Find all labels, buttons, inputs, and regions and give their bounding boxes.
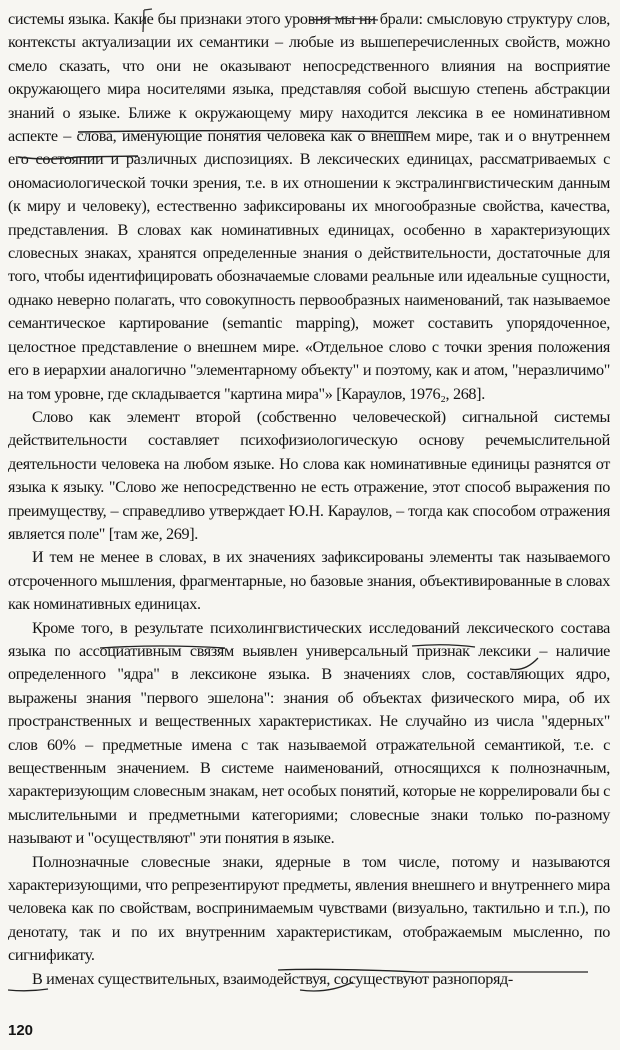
paragraph-5: Полнозначные словесные знаки, ядерные в том числе, потому и называются характеризующими, что репрезентируют предметы, явления внешнего и внутреннего мира человека как по свойствам, воспринимаемым чувствами (визуально, тактильно и т.п.), по денотату, так и по их внутренним характеристикам, отображаемым мысленно, по сигнификату. bbox=[8, 852, 610, 965]
paragraph-6: В именах существительных, взаимодействуя, сосуществуют разнопоряд- bbox=[32, 969, 513, 988]
paragraph-1: системы языка. Какие бы признаки этого уровня мы ни брали: смысловую структуру слов, контексты актуализации их семантики – любые из вышеперечисленных свойств, можно смело сказать, что они не оказывают непосредственного влияния на восприятие окружающего мира носителями языка, представляя собой высшую степень абстракции знаний о языке. Ближе к окружающему миру находится лексика в ее номинативном аспекте – слова, именующие понятия человека как о внешнем мире, так и о внутреннем его состоянии и различных диспозициях. В лексических единицах, рассматриваемых с ономасиологической точки зрения, т.е. в их отношении к экстралингвистическим данным (к миру и человеку), естественно зафиксированы их многообразные свойства, качества, представления. В словах как номинативных единицах, особенно в характеризующих словесных знаках, хранятся определенные знания о действительности, достаточные для того, чтобы идентифицировать обозначаемые словами реальные или идеальные сущности, однако неверно полагать, что совокупность первообразных наименований, так называемое семантическое картирование (semantic mapping), может составить упорядоченное, целостное представление о внешнем мире. «Отдельное слово с точки зрения положения его в иерархии аналогично "элементарному объекту" и поэтому, как и атом, "неразличимо" на том уровне, где складывается "картина мира"» [Караулов, 1976₂, 268]. bbox=[8, 10, 610, 403]
paragraph-2: Слово как элемент второй (собственно человеческой) сигнальной системы действительности составляет психофизиологическую основу речемыслительной деятельности человека на любом языке. Но слова как номинативные единицы разнятся от языка к языку. "Слово же непосредственно не есть отражение, этот способ выражения по преимуществу, – справедливо утверждает Ю.Н. Караулов, – тогда как способом отражения является поле" [там же, 269]. bbox=[8, 407, 610, 543]
page-number: 120 bbox=[8, 1021, 34, 1039]
paragraph-3: И тем не менее в словах, в их значениях зафиксированы элементы так называемого отсроченного мышления, фрагментарные, но базовые знания, объективированные в словах как номинативных единицах. bbox=[8, 548, 610, 614]
paragraph-4: Кроме того, в результате психолингвистических исследований лексического состава языка по ассоциативным связям выявлен универсальный признак лексики – наличие определенного "ядра" в лексиконе языка. В значениях слов, составляющих ядро, выражены знания "первого эшелона": знания об объектах физического мира, об их пространственных и вещественных характеристиках. Не случайно из числа "ядерных" слов 60% – предметные имена с так называемой отражательной семантикой, т.е. с вещественным значением. В системе наименований, относящихся к полнозначным, характеризующим словесным знакам, нет особых понятий, которые не коррелировали бы с мыслительными и предметными категориями; словесные знаки только по-разному называют и "осуществляют" эти понятия в языке. bbox=[8, 618, 610, 848]
